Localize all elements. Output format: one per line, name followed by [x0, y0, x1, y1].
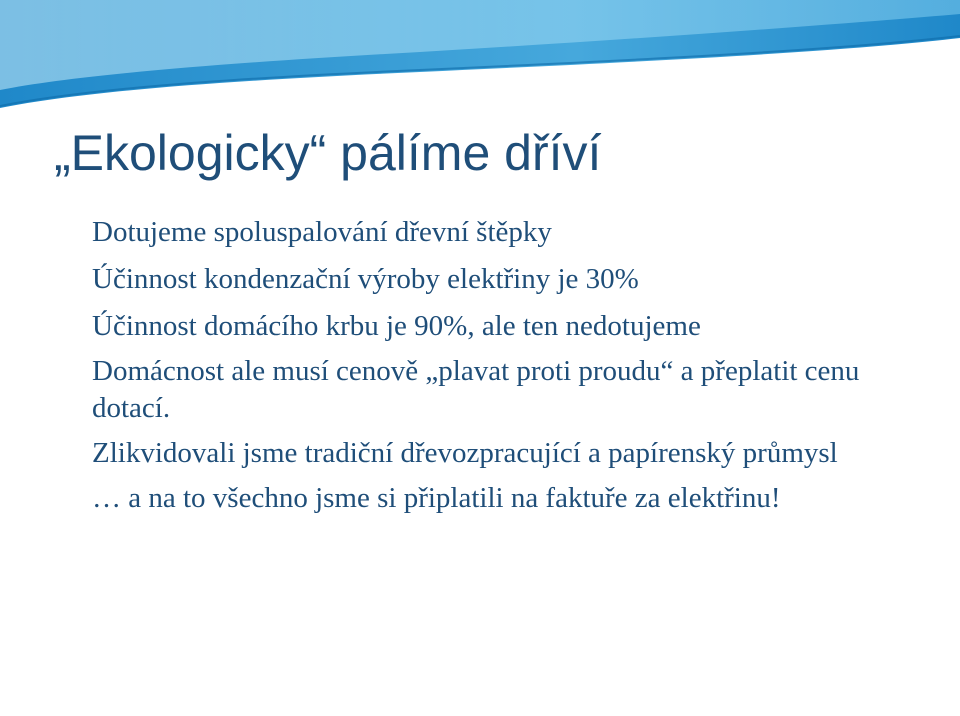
bullet-item: Účinnost domácího krbu je 90%, ale ten nedotujeme	[92, 310, 701, 342]
bullet-item: Domácnost ale musí cenově „plavat proti proudu“ a přeplatit cenu dotací.	[92, 355, 860, 424]
bullet-list	[92, 212, 912, 525]
bullet-item: Dotujeme spoluspalování dřevní štěpky	[92, 216, 552, 248]
header-wave-banner	[0, 0, 960, 110]
slide-title: „Ekologicky“ pálíme dříví	[54, 125, 602, 181]
bullet-item: … a na to všechno jsme si připlatili na faktuře za elektřinu!	[92, 482, 781, 514]
bullet-item: Zlikvidovali jsme tradiční dřevozpracující a papírenský průmysl	[92, 437, 838, 469]
bullet-item: Účinnost kondenzační výroby elektřiny je 30%	[92, 263, 639, 295]
